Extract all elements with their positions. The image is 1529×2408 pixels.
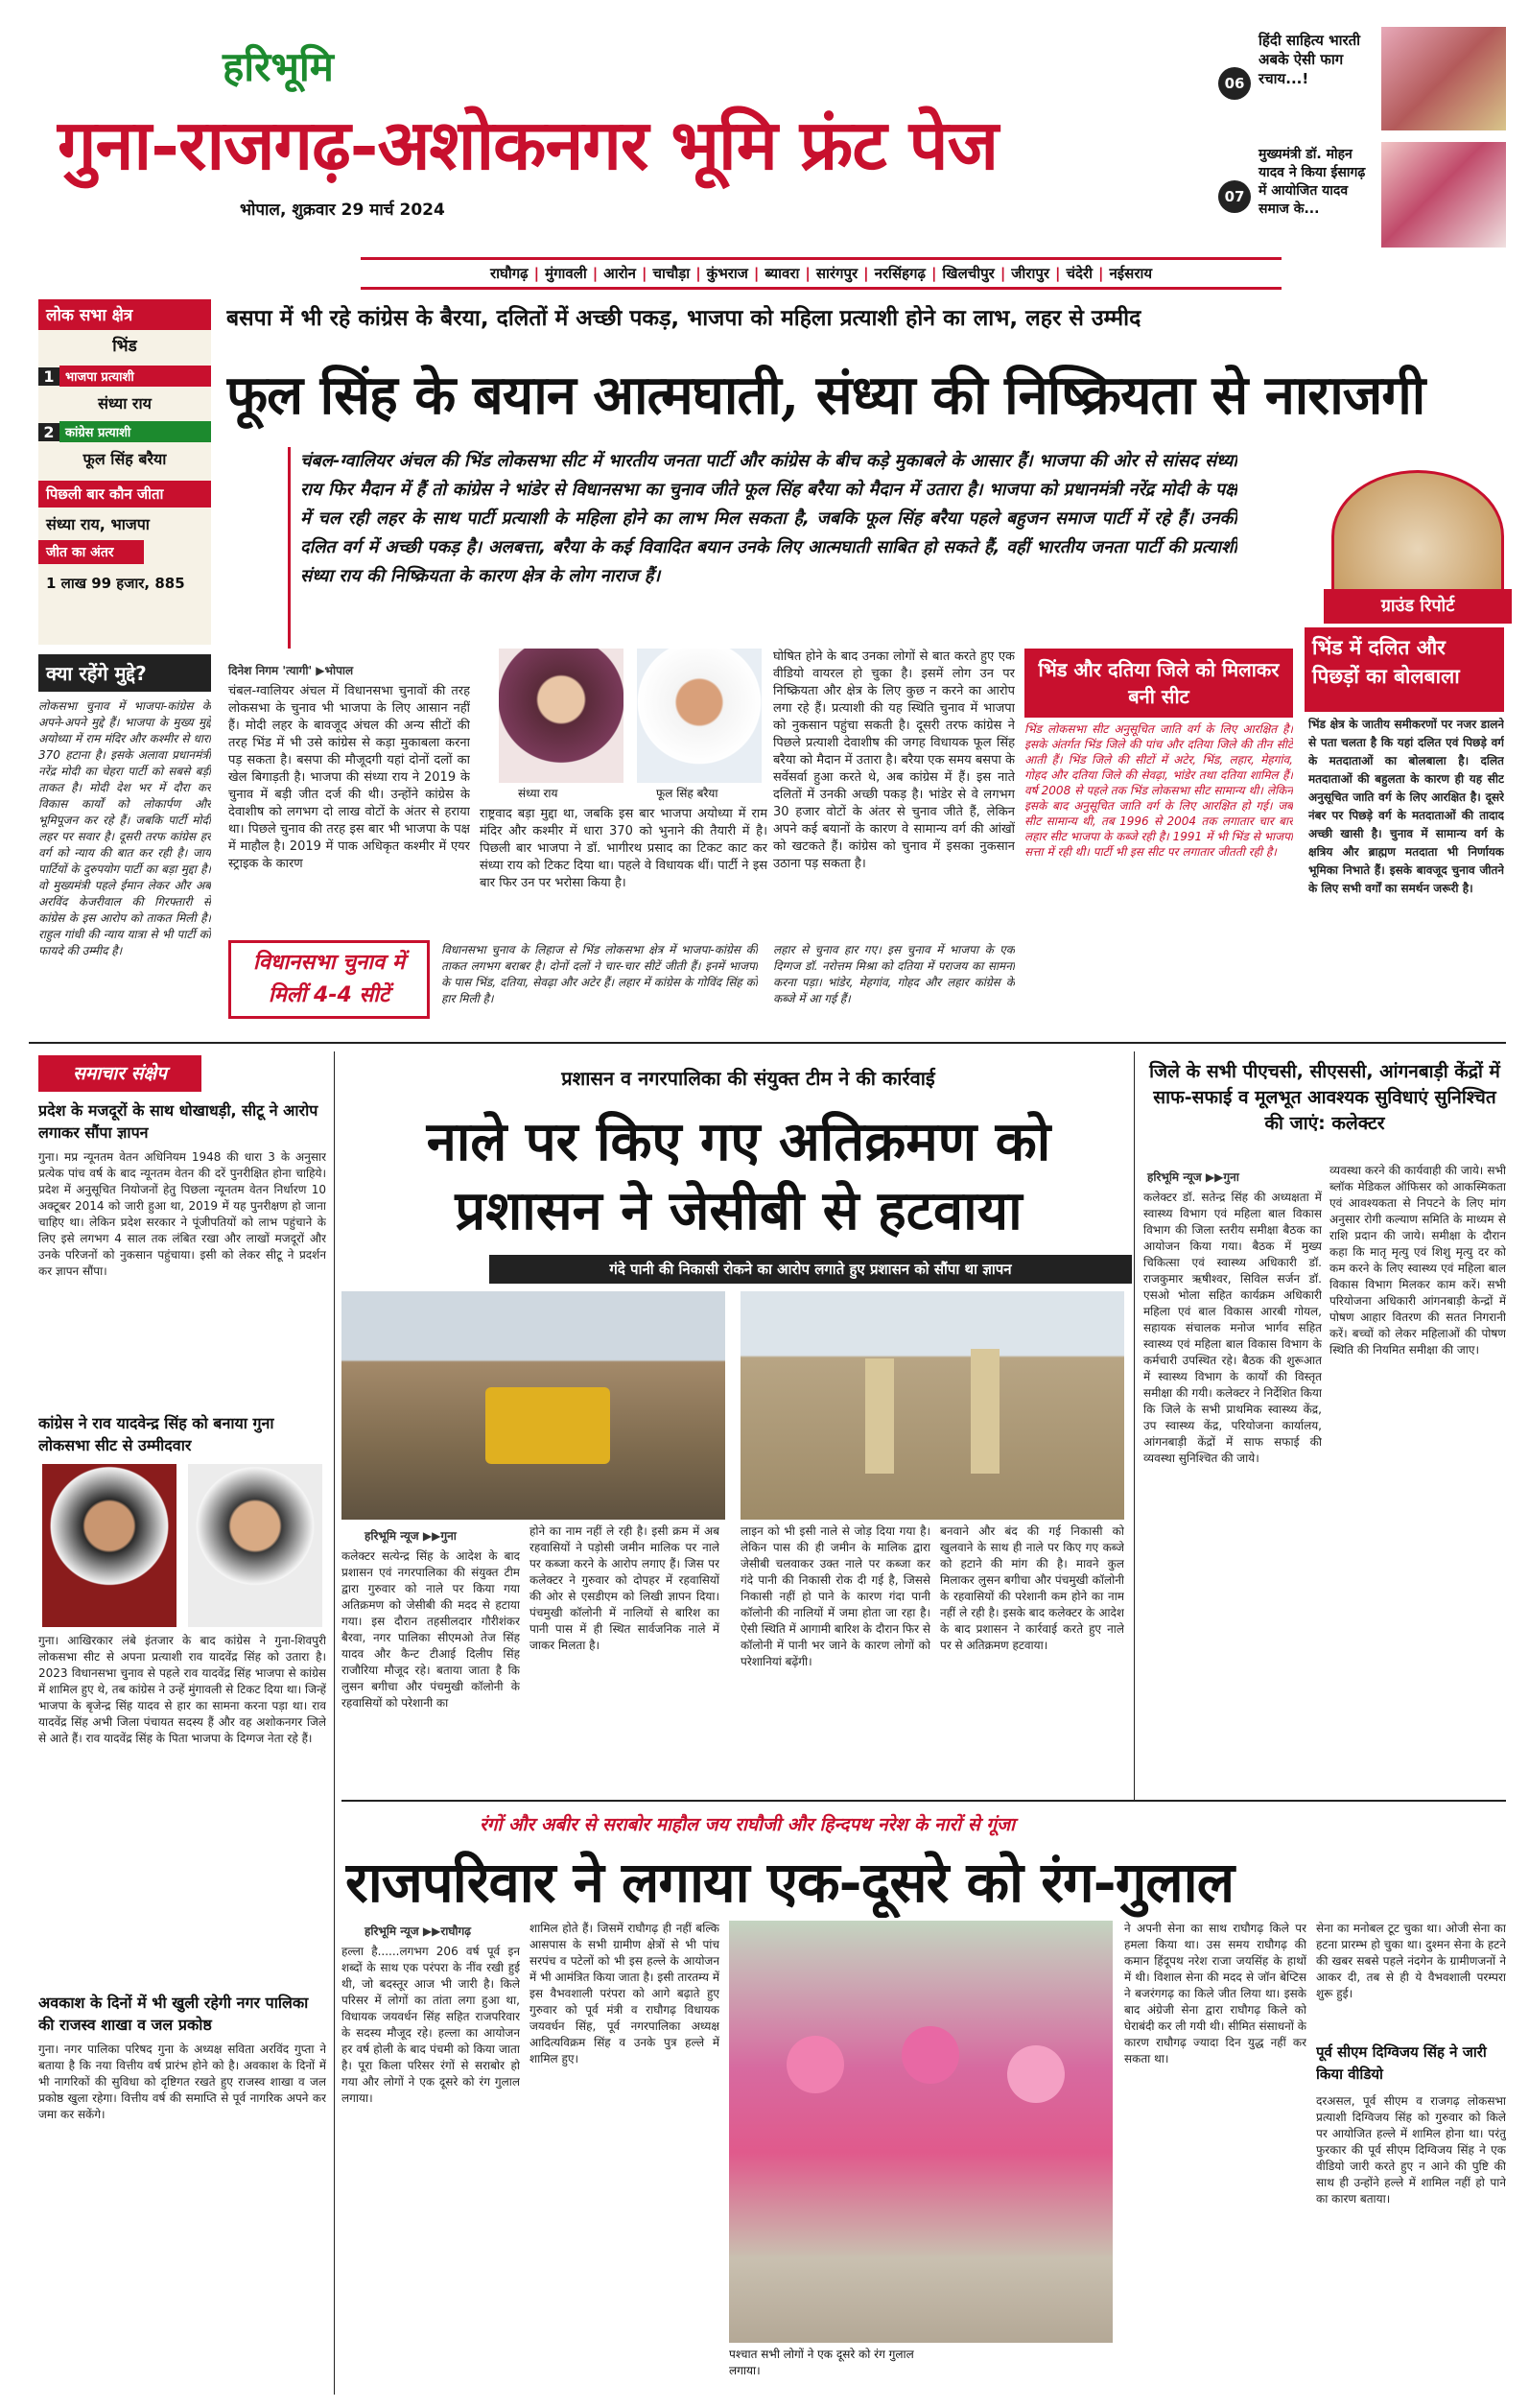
rang-kicker: रंगों और अबीर से सराबोर माहौल जय राघौजी और हिन्दपथ नरेश के नारों से गूंजा bbox=[480, 1814, 1015, 1835]
town: चाचौड़ा bbox=[652, 265, 691, 282]
officials-photo bbox=[741, 1291, 1124, 1520]
town: ब्यावरा bbox=[764, 265, 800, 282]
brief-text: गुना। आखिरकार लंबे इंतजार के बाद कांग्रेस ने गुना-शिवपुरी लोकसभा सीट से अपना प्रत्याशी राव यादवेंद्र सिंह को उतारा है। 2023 विधानसभा चुनाव से पहले राव यादवेंद्र सिंह भाजपा से कांग्रेस में शामिल हुए थे, तब कांग्रेस ने उन्हें मुंगावली से टिकट दिया था। जिन्हें भाजपा के बृजेन्द्र सिंह यादव से हार का सामना करना पड़ा था। राव यादवेंद्र सिंह अभी जिला पंचायत सदस्य हैं और वह अशोकनगर जिले से आते हैं। राव यादवेंद्र सिंह के पिता भाजपा के दिग्गज नेता रहे हैं। bbox=[38, 1634, 326, 1745]
candidate-photo bbox=[42, 1464, 176, 1627]
assembly-bar-text-a: विधानसभा चुनाव के लिहाज से भिंड लोकसभा क्षेत्र में भाजपा-कांग्रेस की ताकत लगभग बराबर है। दोनों दलों ने चार-चार सीटें जीती हैं। इनमें भाजपा के पास भिंड, दतिया, सेवढ़ा और अटेर हैं। लहार में कांग्रेस के गोविंद सिंह को हार मिली है। bbox=[441, 943, 758, 1005]
rang-column-5: दरअसल, पूर्व सीएम व राजगढ़ लोकसभा प्रत्याशी दिग्विजय सिंह को गुरुवार को किले पर आयोजित हल्ले में शामिल होना था। परंतु फुरकार की पूर्व सीएम दिग्विजय सिंह ने एक वीडियो जारी करते हुए न आने की पुष्टि की साथ ही उन्होंने हल्ले में शामिल नहीं हो पाने का कारण बताया। bbox=[1316, 2094, 1506, 2206]
constituency-seat: भिंड bbox=[112, 337, 137, 356]
ground-text: भिंड क्षेत्र के जातीय समीकरणों पर नजर डालने से पता चलता है कि यहां दलित एवं पिछड़े वर्ग के मतदाताओं का बोलबाला है। दलित मतदाताओं की बहुलता के कारण ही यह सीट अनुसूचित जाति वर्ग के लिए आरक्षित है। दूसरे नंबर पर पिछड़े वर्ग के मतदाताओं की तादाद अच्छी खासी है। चुनाव में सामान्य वर्ग के क्षत्रिय और ब्राह्मण मतदाता भी निर्णायक भूमिका निभाते हैं। इसके बावजूद चुनाव जीतने के लिए सभी वर्गों का समर्थन जरूरी है। bbox=[1308, 718, 1504, 895]
margin-label: जीत का अंतर bbox=[38, 540, 144, 564]
divider bbox=[334, 1051, 335, 2395]
candidate-number: 1 bbox=[38, 367, 59, 386]
brief-headline: कांग्रेस ने राव यादवेन्द्र सिंह को बनाया गुना लोकसभा सीट से उम्मीदवार bbox=[38, 1414, 274, 1454]
town: मुंगावली bbox=[545, 265, 587, 282]
lead-byline: दिनेश निगम 'त्यागी' ▶भोपाल bbox=[228, 664, 354, 677]
brief-headline: अवकाश के दिनों में भी खुली रहेगी नगर पालिका की राजस्व शाखा व जल प्रकोष्ठ bbox=[38, 1994, 309, 2034]
candidate-photo bbox=[499, 649, 623, 783]
collector-column-1: कलेक्टर डॉ. सतेन्द्र सिंह की अध्यक्षता में स्वास्थ्य विभाग एवं महिला बाल विकास विभाग की जिला स्तरीय समीक्षा बैठक का आयोजन किया गया। बैठक में मुख्य चिकित्सा एवं स्वास्थ्य अधिकारी डॉ. राजकुमार ऋषीश्वर, सिविल सर्जन डॉ. एसओ भोला सहित कार्यक्रम अधिकारी महिला एवं बाल विकास आरबी गोयल, सहायक संचालक मनोज भार्गव सहित स्वास्थ्य एवं महिला बाल विकास विभाग के कर्मचारी उपस्थित रहे। बैठक की शुरूआत में स्वास्थ्य विभाग के कार्यों की विस्तृत समीक्षा की गयी। कलेक्टर ने निर्देशित किया कि जिले के सभी प्राथमिक स्वास्थ्य केंद्र, उप स्वास्थ्य केंद्र, परियोजना कार्यालय, आंगनबाड़ी केंद्रों में साफ सफाई की व्यवस्था सुनिश्चित की जाये। bbox=[1143, 1191, 1322, 1465]
nale-kicker: प्रशासन व नगरपालिका की संयुक्त टीम ने की कार्रवाई bbox=[561, 1067, 935, 1090]
rang-byline: हरिभूमि न्यूज ▶▶राघौगढ़ bbox=[365, 1924, 472, 1938]
divider bbox=[29, 1042, 1506, 1044]
last-winner-label: पिछली बार कौन जीता bbox=[38, 481, 211, 508]
assembly-bar-title: विधानसभा चुनाव में मिलीं 4-4 सीटें bbox=[228, 940, 430, 1019]
rang-subhead: पूर्व सीएम दिग्विजय सिंह ने जारी किया वीडियो bbox=[1316, 2043, 1487, 2083]
town: राघौगढ़ bbox=[489, 265, 529, 282]
collector-headline: जिले के सभी पीएचसी, सीएससी, आंगनबाड़ी केंद्रों में साफ-सफाई व मूलभूत आवश्यक सुविधाएं सुनिश्चित की जाएं: कलेक्टर bbox=[1149, 1061, 1500, 1134]
nale-byline: हरिभूमि न्यूज ▶▶गुना bbox=[365, 1529, 457, 1543]
candidate-number: 2 bbox=[38, 423, 59, 441]
promo-text: हिंदी साहित्य भारती अबके ऐसी फाग रचाय...! bbox=[1258, 32, 1361, 87]
lead-intro: चंबल-ग्वालियर अंचल की भिंड लोकसभा सीट में भारतीय जनता पार्टी और कांग्रेस के बीच कड़े मुकाबले के आसार हैं। भाजपा की ओर से सांसद संध्या राय फिर मैदान में हैं तो कांग्रेस ने भांडेर से विधानसभा का चुनाव जीते फूल सिंह बरैया को मैदान में उतारा है। भाजपा को प्रधानमंत्री नरेंद्र मोदी के पक्ष में चल रही लहर के साथ पार्टी प्रत्याशी के महिला होने का लाभ मिल सकता है, जबकि फूल सिंह बरैया पहले बहुजन समाज पार्टी में रहे हैं। उनकी दलित वर्ग में अच्छी पकड़ है। अलबत्ता, बरैया के कई विवादित बयान उनके लिए आत्मघाती साबित हो सकते हैं, वहीं भारतीय जनता पार्टी की प्रत्याशी संध्या राय की निष्क्रियता के कारण क्षेत्र के लोग नाराज हैं। bbox=[288, 447, 1237, 649]
divider bbox=[341, 1800, 1506, 1802]
lead-kicker: बसपा में भी रहे कांग्रेस के बैरया, दलितों में अच्छी पकड़, भाजपा को महिला प्रत्याशी होने का लाभ, लहर से उम्मीद bbox=[226, 306, 1141, 331]
constituency-heading: लोक सभा क्षेत्र bbox=[38, 299, 211, 330]
nale-headline-line-2: प्रशासन ने जेसीबी से हटवाया bbox=[455, 1179, 1023, 1242]
town: सारंगपुर bbox=[815, 265, 859, 282]
page-title: गुना-राजगढ़-अशोकनगर भूमि फ्रंट पेज bbox=[58, 104, 998, 185]
seat-box-text: भिंड लोकसभा सीट अनुसूचित जाति वर्ग के लिए आरक्षित है। इसके अंतर्गत भिंड जिले की पांच और दतिया जिले की तीन सीटें आती हैं। भिंड जिले की सीटों में अटेर, भिंड, लहार, मेहगांव, गोहद और दतिया जिले की सेवढ़ा, भांडेर तथा दतिया शामिल हैं। वर्ष 2008 से पहले तक भिंड लोकसभा सीट सामान्य थी। लेकिन इसके बाद अनुसूचित जाति वर्ग के लिए आरक्षित हो गई। जब सीट सामान्य थी, तब 1996 से 2004 तक लगातार चार बार लहार सीट भाजपा के कब्जे रही है। 1991 में भी भिंड से भाजपा सत्ता में रही थी। पार्टी भी इस सीट पर लगातार जीतती रही है। bbox=[1024, 722, 1293, 859]
lead-column-1: चंबल-ग्वालियर अंचल में विधानसभा चुनावों की तरह लोकसभा के चुनाव भी भाजपा के लिए आसान नहीं हैं। मोदी लहर के बावजूद अंचल की अन्य सीटों की तरह भिंड में भी उसे कांग्रेस से कड़ा मुकाबला करना पड़ सकता है। बसपा की मौजूदगी यहां दोनों दलों का खेल बिगाड़ती है। भाजपा की संध्या राय ने 2019 के चुनाव में बड़ी जीत दर्ज की थी। उन्होंने कांग्रेस के देवाशीष को लगभग दो लाख वोटों के अंतर से हराया था। पिछले चुनाव की तरह इस बार भी भाजपा के पक्ष में माहौल है। 2019 में पाक अधिकृत कश्मीर में एयर स्ट्राइक के कारण bbox=[228, 684, 470, 871]
candidate-caption: फूल सिंह बरैया bbox=[656, 787, 718, 800]
seat-box-title: भिंड और दतिया जिले को मिलाकर बनी सीट bbox=[1024, 649, 1293, 718]
dateline: भोपाल, शुक्रवार 29 मार्च 2024 bbox=[240, 201, 445, 220]
candidate-caption: संध्या राय bbox=[518, 787, 558, 800]
brief-headline: प्रदेश के मजदूरों के साथ धोखाधड़ी, सीटू ने आरोप लगाकर सौंपा ज्ञापन bbox=[38, 1101, 318, 1142]
rang-column-1: हल्ला है......लगभग 206 वर्ष पूर्व इन शब्दों के साथ एक परंपरा के नींव रखी हुई थी, जो बदस्तूर आज भी जारी है। किले परिसर में लोगों का तांता लगा हुआ था, विधायक जयवर्धन सिंह सहित राजपरिवार के सदस्य मौजूद रहे। हल्ला का आयोजन हर वर्ष होली के बाद पंचमी को किया जाता है। पूरा किला परिसर रंगों से सराबोर हो गया और लोगों ने एक दूसरे को रंग गुलाल लगाया। bbox=[341, 1945, 520, 2105]
constituency-box bbox=[38, 299, 211, 645]
last-winner: संध्या राय, भाजपा bbox=[46, 515, 150, 533]
issues-text: लोकसभा चुनाव में भाजपा-कांग्रेस के अपने-अपने मुद्दे हैं। भाजपा के मुख्य मुद्दे अयोध्या में राम मंदिर और कश्मीर से धारा 370 हटाना है। इसके अलावा प्रधानमंत्री नरेंद्र मोदी का चेहरा पार्टी को सबसे बड़ी ताकत है। मोदी देश भर में दौरा कर विकास कार्यों को लोकार्पण और भूमिपूजन कर रहे हैं। जबकि पार्टी मोदी लहर पर सवार है। दूसरी तरफ कांग्रेस हर वर्ग को न्याय की बात कर रही है। जाय पार्टियों के दुरुपयोग पार्टी का बड़ा मुद्दा है। वो मुख्यमंत्री पहले ईमान लेकर और अब अरविंद केजरीवाल की गिरफ्तारी से कांग्रेस के इस आरोप को ताकत मिली है। राहुल गांधी की न्याय यात्रा से भी पार्टी को फायदे की उम्मीद है। bbox=[38, 699, 211, 957]
rang-column-2: शामिल होते हैं। जिसमें राघौगढ़ ही नहीं बल्कि आसपास के सभी ग्रामीण क्षेत्रों से भी पांच सरपंच व पटेलों को भी इस हल्ले के आयोजन में भी आमंत्रित किया जाता है। इसी तारतम्य में इस वैभवशाली परंपरा को आगे बढ़ाते हुए गुरुवार को पूर्व मंत्री व राघौगढ़ विधायक जयवर्धन सिंह, पूर्व नगरपालिका अध्यक्ष आदित्यविक्रम सिंह व उनके पुत्र हल्ले में शामिल हुए। bbox=[529, 1922, 719, 2066]
jcb-photo bbox=[341, 1291, 725, 1520]
promo-photo bbox=[1381, 27, 1506, 130]
congress-label: कांग्रेस प्रत्याशी bbox=[59, 421, 211, 442]
town: नईसराय bbox=[1109, 265, 1153, 282]
ground-report-emblem bbox=[1331, 470, 1504, 602]
promo-page-number: 06 bbox=[1218, 67, 1251, 100]
promo-text: मुख्यमंत्री डॉ. मोहन यादव ने किया ईसागढ़ में आयोजित यादव समाज के... bbox=[1258, 147, 1366, 217]
divider bbox=[1134, 1051, 1135, 1800]
brief-text: गुना। नगर पालिका परिषद गुना के अध्यक्ष सविता अरविंद गुप्ता ने बताया है कि नया वित्तीय वर्ष प्रारंभ होने को है। अवकाश के दिनों में भी नागरिकों की सुविधा को दृष्टिगत रखते हुए राजस्व शाखा व जल प्रकोष्ठ खुला रहेगा। वित्तीय वर्ष की समाप्ति से पूर्व नागरिक अपने कर जमा कर सकेंगे। bbox=[38, 2042, 326, 2121]
rang-column-3: ने अपनी सेना का साथ राघौगढ़ किले पर हमला किया था। उस समय राघौगढ़ की कमान हिंदूपथ नरेश राजा जयसिंह के हाथों में थी। विशाल सेना की मदद से जॉन बेप्टिस ने बजरंगगढ़ का किले जीत लिया था। इसके बाद अंग्रेजी सेना द्वारा राघौगढ़ किले को घेराबंदी कर ली गयी थी। सीमित संसाधनों के कारण राघौगढ़ ज्यादा दिन युद्ध नहीं कर सकता था। bbox=[1124, 1922, 1306, 2066]
promo-page-number: 07 bbox=[1218, 180, 1251, 213]
lead-column-2: राष्ट्रवाद बड़ा मुद्दा था, जबकि इस बार भाजपा अयोध्या में राम मंदिर और कश्मीर में धारा 370 को भुनाने की तैयारी में है। पिछली बार भाजपा ने डॉ. भागीरथ प्रसाद का टिकट काट कर संध्या राय को टिकट दिया था। पहले वे विधायक थीं। पार्टी ने इस बार फिर उन पर भरोसा किया है। bbox=[480, 807, 767, 890]
collector-column-2: व्यवस्था करने की कार्यवाही की जाये। सभी ब्लॉक मेडिकल ऑफिसर को आकस्मिकता एवं आवश्यकता से निपटने के लिए मांग अनुसार रोगी कल्याण समिति के माध्यम से राशि प्रदान की जाये। समीक्षा के दौरान कहा कि मातृ मृत्यु एवं शिशु मृत्यु दर को कम करने के लिए स्वास्थ्य एवं महिला बाल विकास विभाग मिलकर काम करें। सभी परियोजना अधिकारी आंगनबाड़ी केन्द्रों में पोषण आहार वितरण की सतत निगरानी करें। बच्चों को लेकर महिलाओं की पोषण स्थिति की नियमित समीक्षा की जाए। bbox=[1329, 1164, 1506, 1357]
nale-headline-line-1: नाले पर किए गए अतिक्रमण को bbox=[426, 1110, 1051, 1173]
nale-column-4: बनवाने और बंद की गई निकासी को खुलवाने के साथ ही नाले पर किए गए कब्जे को हटाने की मांग की है। मावने कुल मिलाकर लुसन बगीचा और पंचमुखी कॉलोनी के रहवासियों की परेशानी कम होने का नाम नहीं ले रही है। इसके बाद कलेक्टर के आदेश के बाद प्रशासन ने कार्रवाई करते हुए नाले पर से अतिक्रमण हटवाया। bbox=[940, 1524, 1124, 1652]
town: कुंभराज bbox=[706, 265, 748, 282]
nale-column-1: कलेक्टर सत्येन्द्र सिंह के आदेश के बाद प्रशासन एवं नगरपालिका की संयुक्त टीम द्वारा गुरुवार को नाले पर किया गया अतिक्रमण को जेसीबी की मदद से हटाया गया। इस दौरान तहसीलदार गौरीशंकर बैरवा, नगर पालिका सीएमओ तेज सिंह यादव और कैन्ट टीआई दिलीप सिंह राजौरिया मौजूद रहे। बताया जाता है कि लुसन बगीचा और पंचमुखी कॉलोनी के रहवासियों को परेशानी का bbox=[341, 1549, 520, 1710]
promo-1[interactable] bbox=[1218, 27, 1506, 130]
towns-bar: राघौगढ़ | मुंगावली | आरोन | चाचौड़ा | कुंभराज | ब्यावरा | सारंगपुर | नरसिंहगढ़ | खिलचीपुर | जीरापुर | चंदेरी | नईसराय bbox=[361, 257, 1282, 290]
holi-photo bbox=[729, 1921, 1113, 2343]
issues-title: क्या रहेंगे मुद्दे? bbox=[38, 654, 211, 692]
town: खिलचीपुर bbox=[942, 265, 995, 282]
lead-column-3: घोषित होने के बाद उनका लोगों से बात करते हुए एक वीडियो वायरल हो चुका है। इसमें लोग उन पर निष्क्रियता और क्षेत्र के लिए कुछ न करने का आरोप लगा रहे हैं। प्रत्याशी की यह स्थिति चुनाव में भाजपा को नुकसान पहुंचा सकती है। दूसरी तरफ कांग्रेस ने पिछले प्रत्याशी देवाशीष की जगह विधायक फूल सिंह बरैया को मैदान में उतारा है। बरैया एक समय बसपा के सर्वेसर्वा हुआ करते थे, अब कांग्रेस में हैं। इस नाते दलितों में उनकी अच्छी पकड़ है। भांडेर से वे लगभग 30 हजार वोटों के अंतर से चुनाव जीते हैं, लेकिन अपने कई बयानों के कारण वे सामान्य वर्ग की आंखों को खटकते हैं। कांग्रेस को चुनाव में इसका नुकसान उठाना पड़ सकता है। bbox=[773, 649, 1015, 871]
nale-subhead: गंदे पानी की निकासी रोकने का आरोप लगाते हुए प्रशासन को सौंपा था ज्ञापन bbox=[489, 1255, 1132, 1284]
collector-byline: हरिभूमि न्यूज ▶▶गुना bbox=[1147, 1170, 1239, 1184]
bjp-label: भाजपा प्रत्याशी bbox=[59, 366, 211, 387]
nale-column-3: लाइन को भी इसी नाले से जोड़ दिया गया है। लेकिन पास की ही जमीन के मालिक द्वारा जेसीबी चलवाकर उक्त नाले पर कब्जा कर गंदे पानी की निकासी रोक दी गई है, जिससे निकासी नहीं हो पाने के कारण गंदा पानी कॉलोनी की नालियों में जमा होता जा रहा है। ऐसी स्थिति में आगामी बारिश के दौरान फिर से कॉलोनी में पानी भर जाने के कारण लोगों को परेशानियां बढ़ेंगी। bbox=[741, 1524, 930, 1668]
briefs-label: समाचार संक्षेप bbox=[38, 1055, 201, 1092]
lead-headline: फूल सिंह के बयान आत्मघाती, संध्या की निष्क्रियता से नाराजगी bbox=[226, 364, 1425, 427]
town: जीरापुर bbox=[1011, 265, 1049, 282]
congress-candidate: फूल सिंह बरैया bbox=[82, 450, 167, 468]
promo-photo bbox=[1381, 142, 1506, 248]
masthead bbox=[0, 0, 1529, 269]
holi-caption: पश्चात सभी लोगों ने एक दूसरे को रंग गुलाल लगाया। bbox=[729, 2348, 914, 2377]
town: नरसिंहगढ़ bbox=[874, 265, 926, 282]
town: चंदेरी bbox=[1066, 265, 1093, 282]
ground-headline: भिंड में दलित और पिछड़ों का बोलबाला bbox=[1305, 627, 1504, 712]
brief-text: गुना। मप्र न्यूनतम वेतन अधिनियम 1948 की धारा 3 के अनुसार प्रत्येक पांच वर्ष के बाद न्यूनतम वेतन की दरें पुनरीक्षित होना चाहिये। प्रदेश में अनुसूचित नियोजनों हेतु पिछला न्यूनतम वेतन निर्धारण 10 अक्टूबर 2014 को जारी हुआ था, 2019 में यह पुनरीक्षण हो जाना चाहिए था। लेकिन प्रदेश सरकार ने पूंजीपतियों को लाभ पहुंचाने के लिए इसे लगभग 4 साल तक लंबित रखा और लाखों मजदूरों और उनके परिजनों को नुकसान पहुंचाया। इसी को लेकर सीटू ने प्रदर्शन कर ज्ञापन सौंपा। bbox=[38, 1150, 326, 1278]
candidate-photo bbox=[637, 649, 762, 783]
leader-photo bbox=[188, 1464, 322, 1627]
brand-logo: हरिभूमि bbox=[223, 43, 334, 90]
ground-report-badge: ग्राउंड रिपोर्ट bbox=[1324, 589, 1512, 624]
bjp-candidate: संध्या राय bbox=[98, 394, 152, 413]
town: आरोन bbox=[603, 265, 636, 282]
margin-value: 1 लाख 99 हजार, 885 bbox=[46, 575, 185, 592]
rang-column-4: सेना का मनोबल टूट चुका था। ओजी सेना का हटना प्रारम्भ हो चुका था। दुश्मन सेना के हटने की खबर सबसे पहले नंदगेन के ग्रामीणजनों ने आकर दी, तब से ही ये वैभवशाली परम्परा शुरू हुई। bbox=[1316, 1922, 1506, 2000]
rang-headline: राजपरिवार ने लगाया एक-दूसरे को रंग-गुलाल bbox=[345, 1850, 1235, 1915]
nale-column-2: होने का नाम नहीं ले रही है। इसी क्रम में अब रहवासियों ने पड़ोसी जमीन मालिक पर नाले पर कब्जा करने के आरोप लगाए हैं। जिस पर कलेक्टर ने गुरुवार को दोपहर में रहवासियों की ओर से एसडीएम को लिखी ज्ञापन दिया। पंचमुखी कॉलोनी में नालियों से बारिश का पानी पास में ही स्थित सार्वजनिक नाले में जाकर मिलता है। bbox=[529, 1524, 719, 1652]
assembly-bar-text-b: लहार से चुनाव हार गए। इस चुनाव में भाजपा के एक दिग्गज डॉ. नरोत्तम मिश्रा को दतिया में पराजय का सामना करना पड़ा। भांडेर, मेहगांव, गोहद और लहार कांग्रेस के कब्जे में आ गई हैं। bbox=[773, 943, 1015, 1005]
promo-2[interactable] bbox=[1218, 142, 1506, 248]
